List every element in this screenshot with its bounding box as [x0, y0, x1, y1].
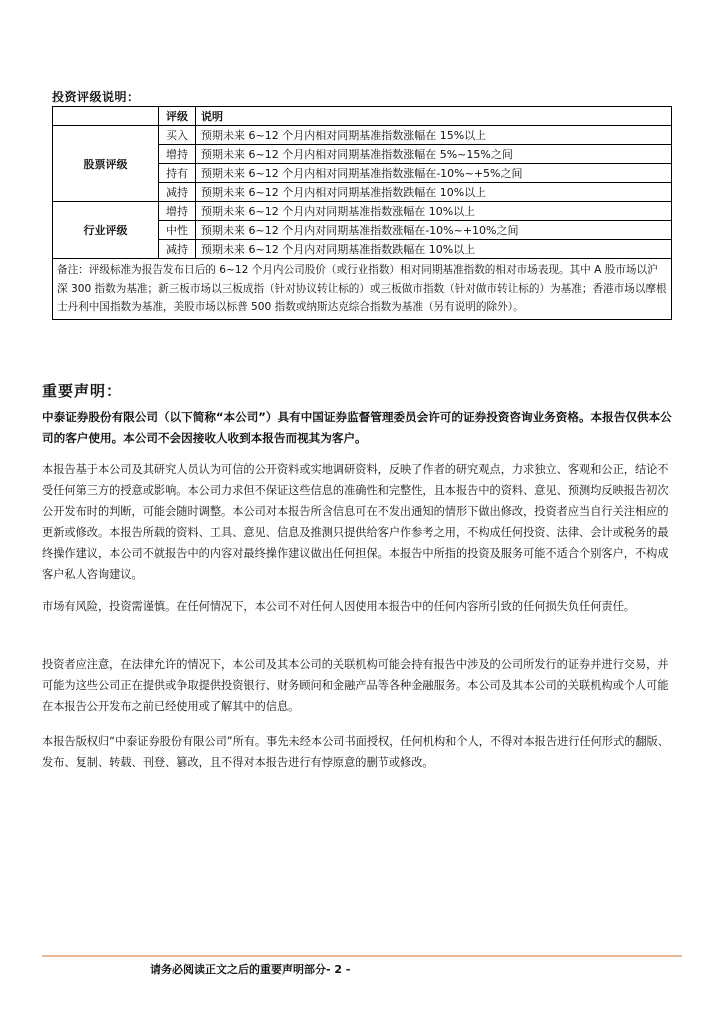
rating-level: 中性 [159, 221, 196, 240]
declaration-paragraph: 投资者应注意，在法律允许的情况下，本公司及其本公司的关联机构可能会持有报告中涉及的公司所发行的证券并进行交易，并可能为这些公司正在提供或争取提供投资银行、财务顾问和金融产品等各种金融服务。本公司及其本公司的关联机构或个人可能在本报告公开发布之前已经使用或了解其中的信息。 [42, 658, 669, 713]
rating-note: 备注：评级标准为报告发布日后的 6~12 个月内公司股价（或行业指数）相对同期基准指数的相对市场表现。其中 A 股市场以沪深 300 指数为基准；新三板市场以三板成指（针对协议转让标的）或三板做市指数（针对做市转让标的）为基准；香港市场以摩根士丹利中国指数为基准，美股市场以标普 500 指数或纳斯达克综合指数为基准（另有说明的除外）。 [53, 259, 672, 320]
footer [150, 961, 350, 977]
table-header-row [53, 107, 672, 126]
rating-level: 增持 [159, 145, 196, 164]
industry-rating-category: 行业评级 [53, 202, 159, 259]
rating-desc: 预期未来 6~12 个月内相对同期基准指数涨幅在 5%~15%之间 [196, 145, 672, 164]
header-blank-cell [53, 107, 159, 126]
rating-desc: 预期未来 6~12 个月内相对同期基准指数涨幅在 15%以上 [196, 126, 672, 145]
declaration-paragraph: 市场有风险，投资需谨慎。在任何情况下，本公司不对任何人因使用本报告中的任何内容所引致的任何损失负任何责任。 [42, 600, 635, 613]
rating-desc: 预期未来 6~12 个月内相对同期基准指数跌幅在 10%以上 [196, 183, 672, 202]
declaration-lead: 中泰证券股份有限公司（以下简称“本公司”）具有中国证券监督管理委员会许可的证券投资咨询业务资格。本报告仅供本公司的客户使用。本公司不会因接收人收到本报告而视其为客户。 [42, 410, 672, 445]
declaration-paragraph: 本报告版权归“中泰证券股份有限公司”所有。事先未经本公司书面授权，任何机构和个人，不得对本报告进行任何形式的翻版、发布、复制、转载、刊登、篡改，且不得对本报告进行有悖原意的删节或修改。 [42, 735, 669, 769]
page-number: - 2 - [326, 963, 351, 976]
declaration-paragraph: 本报告基于本公司及其研究人员认为可信的公开资料或实地调研资料，反映了作者的研究观点，力求独立、客观和公正，结论不受任何第三方的授意或影响。本公司力求但不保证这些信息的准确性和完整性，且本报告中的资料、意见、预测均反映报告初次公开发布时的判断，可能会随时调整。本公司对本报告所含信息可在不发出通知的情形下做出修改，投资者应当自行关注相应的更新或修改。本报告所载的资料、工具、意见、信息及推测只提供给客户作参考之用，不构成任何投资、法律、会计或税务的最终操作建议，本公司不就报告中的内容对最终操作建议做出任何担保。本报告中所指的投资及服务可能不适合个别客户，不构成客户私人咨询建议。 [42, 463, 669, 581]
rating-desc: 预期未来 6~12 个月内对同期基准指数跌幅在 10%以上 [196, 240, 672, 259]
rating-level: 买入 [159, 126, 196, 145]
rating-table [52, 106, 672, 320]
footer-divider [42, 955, 682, 957]
rating-desc: 预期未来 6~12 个月内对同期基准指数涨幅在 10%以上 [196, 202, 672, 221]
table-row [53, 126, 672, 145]
rating-level: 减持 [159, 240, 196, 259]
table-note-row [53, 259, 672, 320]
declaration-title: 重要声明： [42, 382, 123, 400]
rating-level: 增持 [159, 202, 196, 221]
header-desc: 说明 [196, 107, 672, 126]
header-level: 评级 [159, 107, 196, 126]
rating-desc: 预期未来 6~12 个月内相对同期基准指数涨幅在-10%~+5%之间 [196, 164, 672, 183]
stock-rating-category: 股票评级 [53, 126, 159, 202]
rating-level: 减持 [159, 183, 196, 202]
table-row [53, 202, 672, 221]
rating-desc: 预期未来 6~12 个月内对同期基准指数涨幅在-10%~+10%之间 [196, 221, 672, 240]
footer-notice: 请务必阅读正文之后的重要声明部分 [150, 963, 326, 976]
rating-section-title: 投资评级说明： [52, 90, 140, 104]
rating-level: 持有 [159, 164, 196, 183]
